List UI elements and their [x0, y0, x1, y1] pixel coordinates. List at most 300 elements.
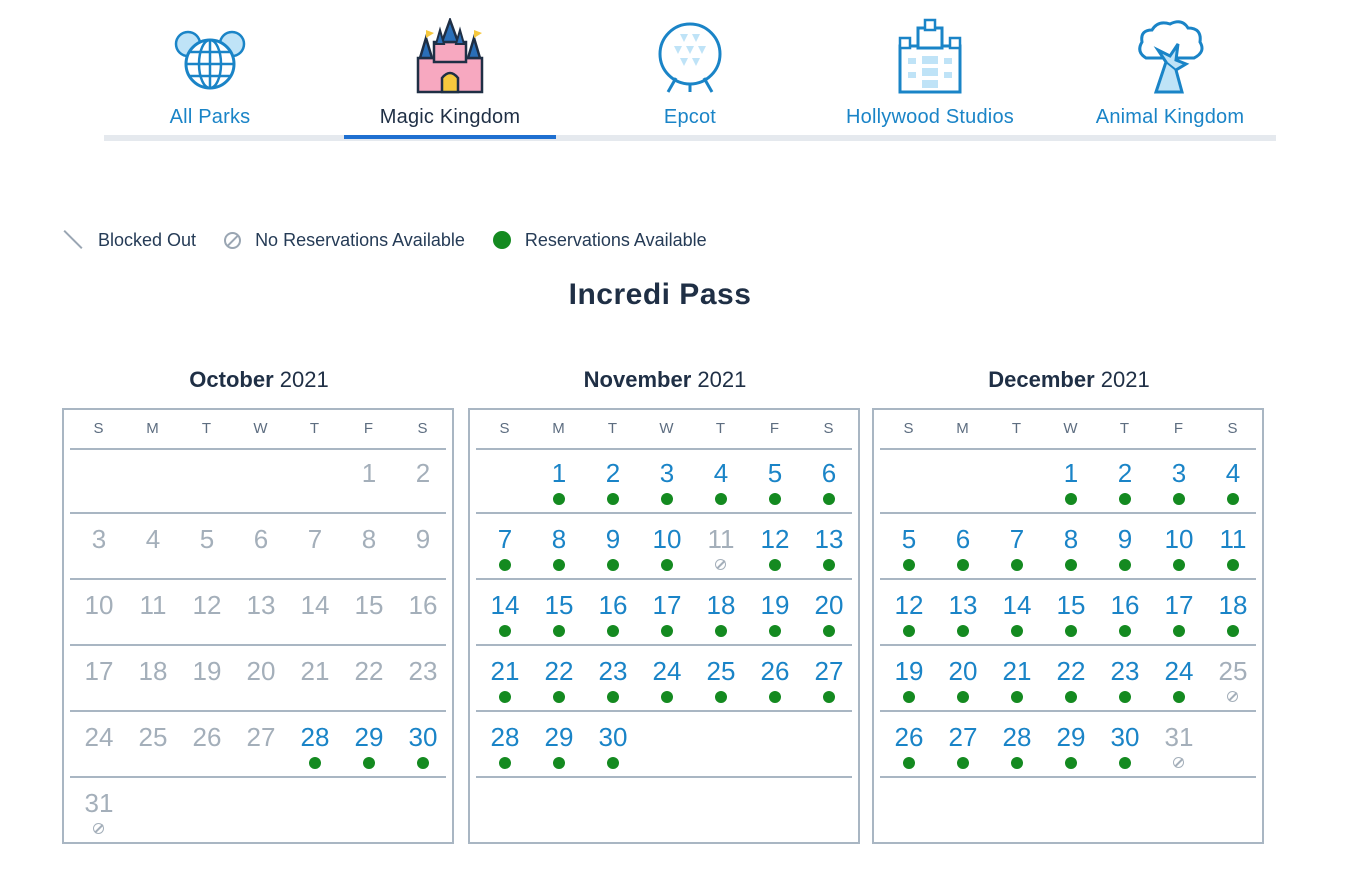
available-dot-icon — [363, 757, 375, 769]
available-dot-icon — [417, 757, 429, 769]
available-dot-icon — [1065, 625, 1077, 637]
day-number: 30 — [598, 722, 628, 752]
day-cell — [342, 646, 396, 710]
available-dot-icon — [769, 691, 781, 703]
day-cell[interactable] — [1044, 712, 1098, 776]
no-reservations-icon — [224, 232, 241, 249]
day-cell — [234, 646, 288, 710]
day-number: 28 — [490, 722, 520, 752]
day-cell[interactable] — [694, 646, 748, 710]
day-cell[interactable] — [990, 712, 1044, 776]
week-row — [70, 646, 446, 712]
day-number: 31 — [84, 788, 114, 818]
week-row — [70, 514, 446, 580]
day-number: 18 — [706, 590, 736, 620]
day-number: 25 — [706, 656, 736, 686]
week-row — [70, 580, 446, 646]
available-dot-icon — [1011, 625, 1023, 637]
day-number: 28 — [300, 722, 330, 752]
day-number: 9 — [1117, 524, 1133, 554]
available-dot-icon — [499, 691, 511, 703]
day-number: 8 — [551, 524, 567, 554]
legend-no-reservations — [224, 230, 465, 251]
day-cell — [126, 712, 180, 776]
day-cell — [396, 646, 450, 710]
day-cell[interactable] — [936, 646, 990, 710]
legend — [62, 226, 735, 254]
available-dot-icon — [553, 493, 565, 505]
day-cell[interactable] — [1152, 646, 1206, 710]
day-number: 1 — [361, 458, 377, 488]
legend-blocked — [62, 229, 196, 251]
week-row — [880, 778, 1256, 842]
weekday-label: W — [253, 420, 269, 437]
day-number: 5 — [767, 458, 783, 488]
day-cell[interactable] — [1206, 580, 1260, 644]
available-dot-icon — [903, 625, 915, 637]
available-dot-icon — [1119, 625, 1131, 637]
day-number: 3 — [1171, 458, 1187, 488]
available-dot-icon — [1227, 625, 1239, 637]
available-dot-icon — [607, 559, 619, 571]
available-dot-icon — [957, 757, 969, 769]
day-number: 1 — [551, 458, 567, 488]
day-cell[interactable] — [882, 514, 936, 578]
available-dot-icon — [499, 625, 511, 637]
available-dot-icon — [1011, 691, 1023, 703]
day-number: 28 — [1002, 722, 1032, 752]
day-number: 4 — [713, 458, 729, 488]
tower-of-terror-icon — [892, 18, 968, 94]
available-dot-icon — [1227, 559, 1239, 571]
day-number: 10 — [1164, 524, 1194, 554]
available-dot-icon — [1065, 493, 1077, 505]
day-cell — [1152, 712, 1206, 776]
day-number: 22 — [544, 656, 574, 686]
no-reservations-icon — [1173, 757, 1184, 768]
tab-label: Hollywood Studios — [846, 106, 1014, 128]
day-number: 8 — [1063, 524, 1079, 554]
day-cell — [396, 514, 450, 578]
month-title — [468, 367, 862, 393]
day-cell[interactable] — [936, 514, 990, 578]
week-row — [880, 580, 1256, 646]
available-dot-icon — [1011, 757, 1023, 769]
weekday-label: S — [417, 420, 429, 437]
day-cell[interactable] — [1098, 712, 1152, 776]
day-cell[interactable] — [1098, 580, 1152, 644]
day-cell[interactable] — [586, 646, 640, 710]
month-calendar-october — [62, 408, 454, 844]
day-cell[interactable] — [882, 646, 936, 710]
day-cell — [72, 778, 126, 842]
available-dot-icon — [607, 691, 619, 703]
day-cell — [180, 646, 234, 710]
day-number: 24 — [652, 656, 682, 686]
available-dot-icon — [1119, 691, 1131, 703]
tab-label: Epcot — [663, 106, 717, 128]
available-dot-icon — [715, 625, 727, 637]
weekday-label: S — [903, 420, 915, 437]
day-number: 4 — [145, 524, 161, 554]
day-number: 24 — [1164, 656, 1194, 686]
day-cell[interactable] — [802, 448, 856, 512]
no-reservations-icon — [1227, 691, 1238, 702]
weekday-label: S — [93, 420, 105, 437]
available-dot-icon — [661, 691, 673, 703]
tab-label: Animal Kingdom — [1095, 106, 1245, 128]
available-dot-icon — [903, 691, 915, 703]
available-dot-icon — [715, 493, 727, 505]
day-number: 11 — [139, 590, 167, 620]
day-number: 21 — [1002, 656, 1032, 686]
week-row — [70, 778, 446, 842]
blocked-out-icon — [62, 229, 84, 251]
weekday-label: M — [956, 420, 970, 437]
weekday-header — [880, 410, 1256, 450]
day-number: 15 — [354, 590, 384, 620]
week-row — [880, 646, 1256, 712]
day-number: 6 — [821, 458, 837, 488]
month-calendar-november — [468, 408, 860, 844]
tab-epcot[interactable] — [584, 0, 796, 142]
month-year: 2021 — [1094, 367, 1150, 392]
weekday-label: T — [607, 420, 619, 437]
legend-available-label: Reservations Available — [524, 229, 707, 250]
day-number: 10 — [652, 524, 682, 554]
available-dot-icon — [1065, 559, 1077, 571]
day-cell[interactable] — [1206, 514, 1260, 578]
day-cell[interactable] — [694, 580, 748, 644]
day-number: 23 — [408, 656, 438, 686]
day-number: 16 — [408, 590, 438, 620]
day-cell[interactable] — [586, 712, 640, 776]
available-dot-icon — [1173, 493, 1185, 505]
day-cell[interactable] — [1152, 580, 1206, 644]
weekday-header — [476, 410, 852, 450]
day-cell[interactable] — [802, 646, 856, 710]
day-cell — [72, 580, 126, 644]
tab-all-parks[interactable] — [104, 0, 316, 142]
day-cell — [126, 646, 180, 710]
day-cell[interactable] — [748, 448, 802, 512]
day-number: 14 — [300, 590, 330, 620]
day-number: 1 — [1063, 458, 1079, 488]
day-number: 5 — [901, 524, 917, 554]
day-cell — [288, 514, 342, 578]
available-dot-icon — [823, 625, 835, 637]
day-cell[interactable] — [936, 712, 990, 776]
day-cell[interactable] — [586, 514, 640, 578]
available-dot-icon — [499, 757, 511, 769]
day-number: 30 — [408, 722, 438, 752]
day-number: 15 — [1056, 590, 1086, 620]
weekday-label: W — [659, 420, 675, 437]
day-number: 26 — [760, 656, 790, 686]
day-cell[interactable] — [586, 580, 640, 644]
day-number: 17 — [84, 656, 114, 686]
day-number: 3 — [659, 458, 675, 488]
day-cell[interactable] — [1098, 514, 1152, 578]
available-dot-icon — [499, 559, 511, 571]
week-row — [476, 712, 852, 778]
day-cell[interactable] — [396, 712, 450, 776]
day-cell[interactable] — [1098, 646, 1152, 710]
day-number: 17 — [1164, 590, 1194, 620]
available-dot-icon — [661, 625, 673, 637]
day-cell[interactable] — [288, 712, 342, 776]
weekday-label: T — [1011, 420, 1023, 437]
day-cell — [234, 514, 288, 578]
day-cell[interactable] — [478, 712, 532, 776]
available-dot-icon — [607, 625, 619, 637]
day-cell[interactable] — [532, 580, 586, 644]
available-dot-icon — [1119, 493, 1131, 505]
day-number: 27 — [948, 722, 978, 752]
available-dot-icon — [1173, 691, 1185, 703]
available-dot-icon — [957, 625, 969, 637]
available-dot-icon — [553, 625, 565, 637]
day-number: 8 — [361, 524, 377, 554]
day-cell[interactable] — [586, 448, 640, 512]
available-dot-icon — [715, 691, 727, 703]
day-number: 19 — [192, 656, 222, 686]
month-calendar-december — [872, 408, 1264, 844]
weekday-header — [70, 410, 446, 450]
day-cell[interactable] — [748, 514, 802, 578]
day-cell[interactable] — [1152, 448, 1206, 512]
week-row — [880, 514, 1256, 580]
park-tabs — [104, 0, 1276, 142]
day-cell — [342, 514, 396, 578]
day-cell[interactable] — [532, 448, 586, 512]
day-number: 22 — [1056, 656, 1086, 686]
day-number: 4 — [1225, 458, 1241, 488]
month-year: 2021 — [691, 367, 747, 392]
day-number: 31 — [1164, 722, 1194, 752]
available-dot-icon — [607, 757, 619, 769]
day-number: 10 — [84, 590, 114, 620]
spaceship-earth-icon — [652, 18, 728, 94]
day-number: 25 — [1218, 656, 1248, 686]
day-number: 29 — [544, 722, 574, 752]
day-cell[interactable] — [990, 646, 1044, 710]
day-cell[interactable] — [1044, 448, 1098, 512]
day-cell[interactable] — [640, 514, 694, 578]
tree-of-life-icon — [1132, 18, 1208, 94]
day-cell[interactable] — [478, 514, 532, 578]
day-cell[interactable] — [748, 646, 802, 710]
available-dot-icon — [823, 493, 835, 505]
tab-animal-kingdom[interactable] — [1064, 0, 1276, 142]
day-number: 11 — [1219, 524, 1247, 554]
legend-no-reservations-label: No Reservations Available — [255, 229, 465, 250]
month-name: December — [988, 367, 1095, 392]
day-cell — [288, 580, 342, 644]
day-cell[interactable] — [1044, 514, 1098, 578]
weekday-label: M — [146, 420, 160, 437]
day-cell — [288, 646, 342, 710]
day-number: 7 — [1009, 524, 1025, 554]
day-cell[interactable] — [990, 514, 1044, 578]
month-name: October — [189, 367, 274, 392]
day-cell — [1206, 646, 1260, 710]
weekday-label: T — [715, 420, 727, 437]
weekday-label: S — [823, 420, 835, 437]
day-cell[interactable] — [936, 580, 990, 644]
available-dot-icon — [1227, 493, 1239, 505]
day-cell[interactable] — [478, 580, 532, 644]
week-row — [476, 514, 852, 580]
day-cell[interactable] — [478, 646, 532, 710]
day-cell[interactable] — [802, 514, 856, 578]
available-dot-icon — [823, 559, 835, 571]
month-year: 2021 — [273, 367, 329, 392]
day-number: 6 — [253, 524, 269, 554]
day-cell[interactable] — [532, 646, 586, 710]
day-number: 20 — [948, 656, 978, 686]
available-dot-icon — [553, 691, 565, 703]
day-cell[interactable] — [1044, 646, 1098, 710]
day-cell — [694, 514, 748, 578]
day-number: 29 — [354, 722, 384, 752]
available-dot-icon — [1119, 757, 1131, 769]
day-cell[interactable] — [694, 448, 748, 512]
available-dot-icon — [1173, 559, 1185, 571]
weekday-label: S — [1227, 420, 1239, 437]
available-dot-icon — [957, 559, 969, 571]
available-dot-icon — [903, 757, 915, 769]
day-cell — [180, 514, 234, 578]
day-number: 16 — [598, 590, 628, 620]
weekday-label: S — [499, 420, 511, 437]
day-number: 13 — [814, 524, 844, 554]
day-cell — [342, 580, 396, 644]
day-cell — [396, 580, 450, 644]
day-cell[interactable] — [1206, 448, 1260, 512]
available-dot-icon — [1065, 691, 1077, 703]
week-row — [880, 448, 1256, 514]
day-number: 2 — [1117, 458, 1133, 488]
week-row — [70, 448, 446, 514]
no-reservations-icon — [93, 823, 104, 834]
day-cell[interactable] — [342, 712, 396, 776]
weekday-label: T — [309, 420, 321, 437]
week-row — [70, 712, 446, 778]
day-cell[interactable] — [1044, 580, 1098, 644]
tab-label: All Parks — [169, 106, 251, 128]
available-dot-icon — [661, 493, 673, 505]
day-cell[interactable] — [532, 514, 586, 578]
week-row — [476, 646, 852, 712]
day-number: 21 — [300, 656, 330, 686]
day-cell[interactable] — [882, 712, 936, 776]
day-cell — [234, 580, 288, 644]
tab-magic-kingdom[interactable] — [344, 0, 556, 142]
weekday-label: T — [201, 420, 213, 437]
day-number: 27 — [246, 722, 276, 752]
day-number: 2 — [415, 458, 431, 488]
selected-tab-underline — [344, 135, 556, 139]
day-number: 16 — [1110, 590, 1140, 620]
available-dot-icon — [823, 691, 835, 703]
available-dot-icon — [957, 691, 969, 703]
day-number: 19 — [760, 590, 790, 620]
day-number: 17 — [652, 590, 682, 620]
day-number: 5 — [199, 524, 215, 554]
available-dot-icon — [769, 493, 781, 505]
available-dot-icon — [1119, 559, 1131, 571]
day-number: 7 — [307, 524, 323, 554]
day-number: 12 — [760, 524, 790, 554]
day-number: 24 — [84, 722, 114, 752]
day-number: 20 — [814, 590, 844, 620]
week-row — [476, 580, 852, 646]
day-cell[interactable] — [532, 712, 586, 776]
day-cell[interactable] — [748, 580, 802, 644]
day-number: 26 — [894, 722, 924, 752]
day-cell — [126, 580, 180, 644]
legend-available — [493, 230, 707, 251]
day-number: 18 — [1218, 590, 1248, 620]
day-number: 19 — [894, 656, 924, 686]
day-number: 7 — [497, 524, 513, 554]
month-title — [872, 367, 1266, 393]
day-cell[interactable] — [802, 580, 856, 644]
day-cell — [180, 580, 234, 644]
day-number: 30 — [1110, 722, 1140, 752]
available-dot-icon — [661, 559, 673, 571]
day-number: 22 — [354, 656, 384, 686]
day-number: 12 — [192, 590, 222, 620]
available-dot-icon — [1065, 757, 1077, 769]
available-dot-icon — [1173, 625, 1185, 637]
day-cell[interactable] — [640, 580, 694, 644]
available-dot-icon — [769, 559, 781, 571]
day-cell[interactable] — [640, 646, 694, 710]
day-cell[interactable] — [1098, 448, 1152, 512]
week-row — [476, 448, 852, 514]
day-cell — [126, 514, 180, 578]
pass-title: Incredi Pass — [568, 278, 752, 311]
weekday-label: F — [769, 420, 781, 437]
day-cell — [72, 646, 126, 710]
day-number: 21 — [490, 656, 520, 686]
day-cell[interactable] — [990, 580, 1044, 644]
week-row — [476, 778, 852, 842]
day-cell[interactable] — [882, 580, 936, 644]
day-cell — [342, 448, 396, 512]
day-cell — [72, 514, 126, 578]
no-reservations-icon — [715, 559, 726, 570]
day-cell[interactable] — [1152, 514, 1206, 578]
available-dot-icon — [607, 493, 619, 505]
day-number: 2 — [605, 458, 621, 488]
week-row — [880, 712, 1256, 778]
day-number: 27 — [814, 656, 844, 686]
tab-hollywood-studios[interactable] — [824, 0, 1036, 142]
day-number: 11 — [707, 524, 735, 554]
day-cell[interactable] — [640, 448, 694, 512]
available-dot-icon — [553, 757, 565, 769]
day-cell — [234, 712, 288, 776]
available-dot-icon — [553, 559, 565, 571]
available-dot-icon — [493, 231, 511, 249]
tab-label: Magic Kingdom — [379, 106, 521, 128]
day-number: 26 — [192, 722, 222, 752]
month-name: November — [583, 367, 692, 392]
day-number: 18 — [138, 656, 168, 686]
